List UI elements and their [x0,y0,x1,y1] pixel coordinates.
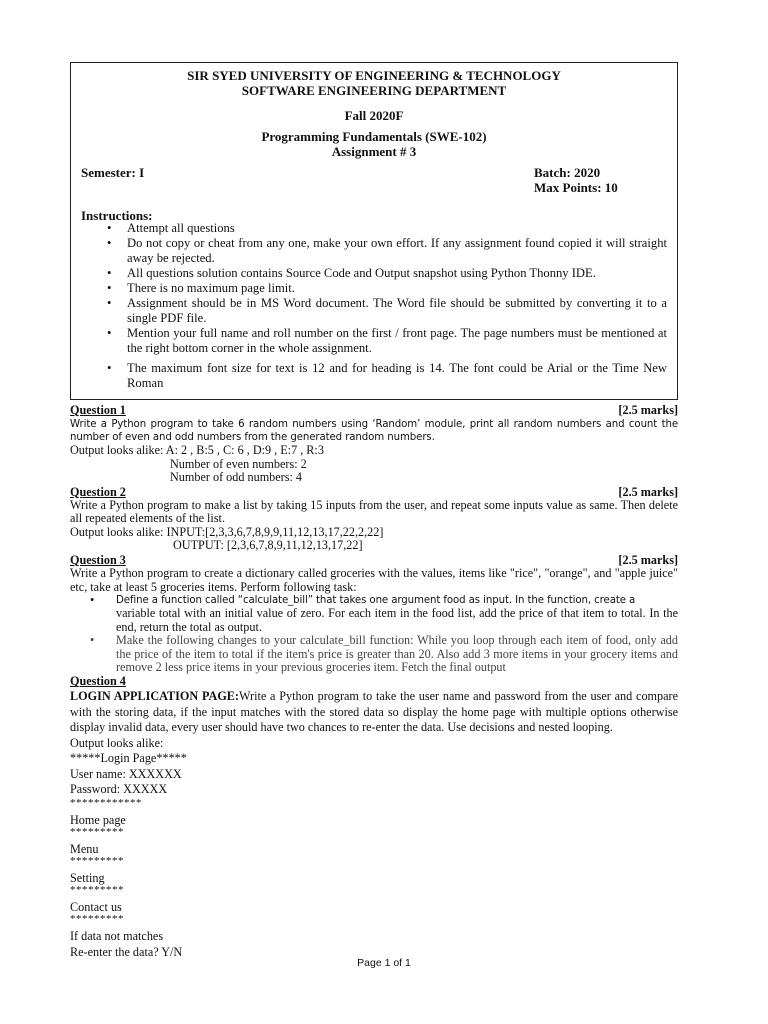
contact-line: Contact us [70,900,122,915]
question-3-task-2: • Make the following changes to your calculate_bill function: While you loop through each item of food, only add the price of the item to total if the item's price is greater than 20. Also add 3 more items in your grocery items and remove 2 less price items in your previous groceries item. Fetch the final output [90,633,678,674]
instruction-item: • Attempt all questions [107,221,235,235]
bullet-icon: • [107,221,112,235]
question-3-title: Question 3 [70,552,126,567]
question-2-header [70,486,678,500]
question-4-text: LOGIN APPLICATION PAGE:Write a Python program to take the user name and password from the user and compare with the storing data, if the input matches with the stored data so display the home page with multiple options otherwise display invalid data, every user should have two chances to re-enter the data. Use decisions and nested looping. [70,688,678,735]
question-3-header [70,554,678,568]
question-4-title: Question 4 [70,674,126,689]
instructions-list [81,221,667,391]
menu-line: Menu [70,842,99,857]
batch: Batch: 2020 [534,165,601,180]
question-2-input: Output looks alike: INPUT:[2,3,3,6,7,8,9,9,11,12,13,17,22,2,22] [70,524,384,539]
question-4-output-label: Output looks alike: [70,735,164,750]
header-box [70,62,678,400]
instruction-item: • Assignment should be in MS Word document. The Word file should be submitted by converting it to a single PDF file. [107,296,667,325]
reenter-line: Re-enter the data? Y/N [70,944,183,959]
question-1-title: Question 1 [70,403,126,417]
instruction-item: • All questions solution contains Source Code and Output snapshot using Python Thonny IDE. [107,266,596,280]
bullet-icon: • [90,633,95,648]
question-2-output: OUTPUT: [2,3,6,7,8,9,11,12,13,17,22] [173,538,363,553]
question-1-odd: Number of odd numbers: 4 [170,470,303,485]
separator-stars: ********* [70,855,124,868]
separator-stars: ************ [70,797,142,810]
instruction-item: • The maximum font size for text is 12 and for heading is 14. The font could be Arial or the Time New Roman [107,361,667,390]
instruction-item: • There is no maximum page limit. [107,281,295,295]
separator-stars: ********* [70,826,124,839]
home-page-line: Home page [70,813,126,828]
question-4-header [70,675,678,689]
instruction-item: • Mention your full name and roll number on the first / front page. The page numbers must be mentioned at the right bottom corner in the whole assignment. [107,326,667,355]
university-name: SIR SYED UNIVERSITY OF ENGINEERING & TECHNOLOGY [187,68,561,83]
question-1-output: Output looks alike: A: 2 , B:5 , C: 6 , D:9 , E:7 , R:3 [70,443,324,458]
bullet-icon: • [107,281,112,295]
questions [70,404,678,959]
question-2-text: Write a Python program to make a list by taking 15 inputs from the user, and repeat some inputs value as same. Then delete all repeated elements of the list. [70,498,678,526]
question-3-task-1: • Define a function called “calculate_bill” that takes one argument food as input. In the function, create a variable total with an initial value of zero. For each item in the food list, add the price of that item to total. In the end, return the total as output. [90,592,678,634]
term: Fall 2020F [344,108,404,123]
bullet-icon: • [107,236,112,250]
question-2-title: Question 2 [70,484,126,499]
bullet-icon: • [107,326,112,340]
separator-stars: ********* [70,913,124,926]
bullet-icon: • [90,592,95,607]
no-match-line: If data not matches [70,929,164,944]
username-line: User name: XXXXXX [70,766,182,781]
question-1-marks: [2.5 marks] [618,403,678,417]
instructions-title: Instructions: [81,208,153,223]
question-2-marks: [2.5 marks] [618,484,678,499]
assignment-number: Assignment # 3 [331,144,417,159]
max-points: Max Points: 10 [534,180,618,195]
setting-line: Setting [70,871,105,886]
question-1-text: Write a Python program to take 6 random numbers using ‘Random’ module, print all random numbers and count the number of even and odd numbers from the generated random numbers. [70,418,678,443]
bullet-icon: • [107,361,112,375]
instruction-item: • Do not copy or cheat from any one, make your own effort. If any assignment found copied it will straight away be rejected. [107,236,667,265]
question-1-even: Number of even numbers: 2 [170,456,307,471]
department-name: SOFTWARE ENGINEERING DEPARTMENT [241,83,507,98]
question-1-header [70,404,678,418]
separator-stars: ********* [70,884,124,897]
password-line: Password: XXXXX [70,782,168,797]
bullet-icon: • [107,266,112,280]
bullet-icon: • [107,296,112,310]
page-number: Page 1 of 1 [357,957,411,969]
login-page-line: *****Login Page***** [70,751,187,766]
question-3-text: Write a Python program to create a dictionary called groceries with the values, items like "rice", "orange", and "apple juice" etc, take at least 5 groceries items. Perform following task: [70,566,678,594]
semester: Semester: I [81,165,145,180]
question-3-marks: [2.5 marks] [618,552,678,567]
course-title: Programming Fundamentals (SWE-102) [261,129,487,144]
